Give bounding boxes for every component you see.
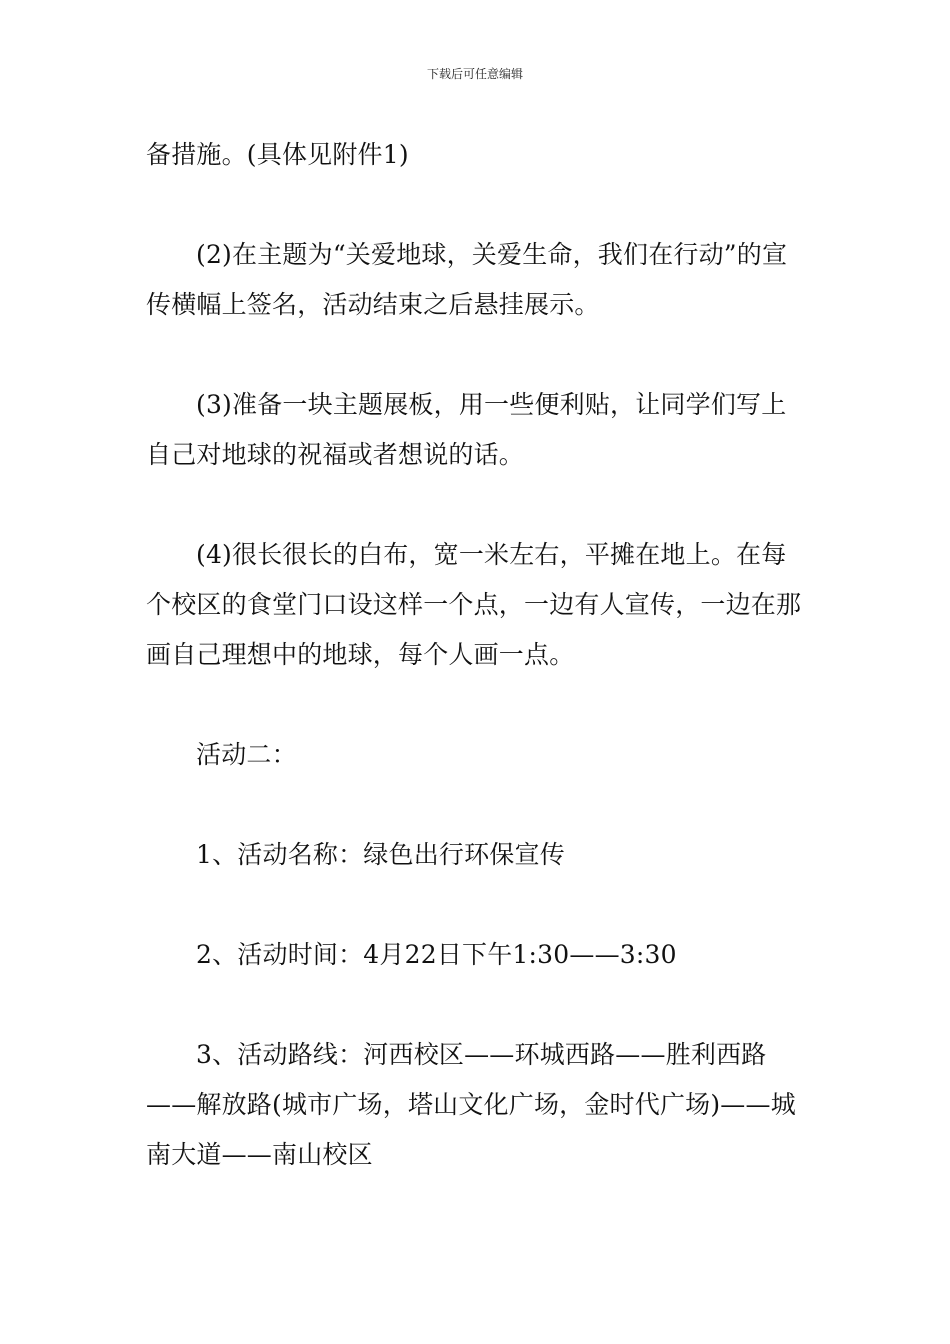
page-header-note: 下载后可任意编辑 xyxy=(426,67,523,81)
paragraph-item-2: (2)在主题为“关爱地球，关爱生命，我们在行动”的宣传横幅上签名，活动结束之后悬挂展示。 xyxy=(146,240,788,319)
activity-time: 2、活动时间：4月22日下午1:30——3:30 xyxy=(196,940,677,969)
document-body xyxy=(146,130,810,1180)
paragraph-item-4: (4)很长很长的白布，宽一米左右，平摊在地上。在每个校区的食堂门口设这样一个点，一边有人宣传，一边在那画自己理想中的地球，每个人画一点。 xyxy=(146,540,802,669)
activity-route: 3、活动路线：河西校区——环城西路——胜利西路——解放路(城市广场，塔山文化广场，金时代广场)——城南大道——南山校区 xyxy=(146,1040,796,1169)
paragraph-item-3: (3)准备一块主题展板，用一些便利贴，让同学们写上自己对地球的祝福或者想说的话。 xyxy=(146,390,787,469)
activity-name: 1、活动名称：绿色出行环保宣传 xyxy=(196,840,565,869)
paragraph-continuation: 备措施。(具体见附件1) xyxy=(146,140,409,169)
section-heading-activity-2: 活动二： xyxy=(196,740,297,769)
